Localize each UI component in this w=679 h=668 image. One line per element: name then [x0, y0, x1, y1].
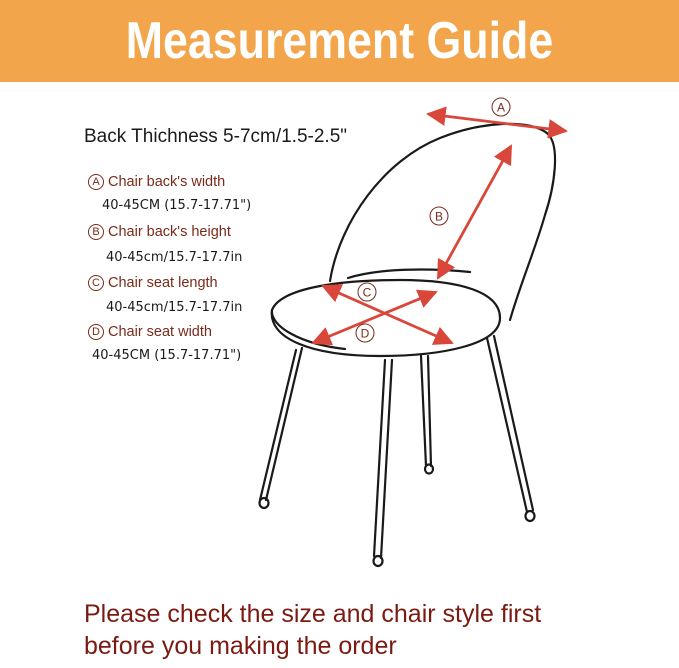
chair-foot-front-left	[260, 498, 269, 508]
arrow-d	[313, 292, 436, 343]
chair-foot-back-right	[526, 511, 535, 521]
chair-leg-back-left	[421, 356, 426, 466]
back-thickness-note: Back Thichness 5-7cm/1.5-2.5"	[84, 126, 348, 147]
page-title: Measurement Guide	[125, 12, 554, 70]
circle-b-icon: B	[88, 224, 104, 240]
diagram-label-a: A	[496, 100, 506, 115]
spec-a-label: Chair back's width	[108, 174, 226, 190]
circle-c-icon: C	[88, 275, 104, 291]
chair-leg-front-left-inner	[260, 350, 296, 500]
spec-a-value: 40-45CM (15.7-17.71")	[102, 198, 252, 213]
chair-backrest-inner	[348, 270, 470, 278]
chair-leg-back-left-inner	[428, 356, 431, 466]
spec-d-label: Chair seat width	[108, 324, 212, 340]
arrow-a	[428, 114, 566, 131]
footer-note	[84, 598, 541, 662]
spec-b-label: Chair back's height	[108, 224, 231, 240]
footer-line-1: Please check the size and chair style first	[84, 600, 542, 628]
spec-c-value: 40-45cm/15.7-17.7in	[106, 300, 243, 315]
chair-leg-back-right-inner	[494, 336, 533, 510]
spec-d-value: 40-45CM (15.7-17.71")	[92, 348, 242, 363]
chair-foot-front-right	[374, 556, 383, 566]
circle-d-icon: D	[88, 324, 104, 340]
spec-c-label: Chair seat length	[108, 275, 218, 291]
chair-foot-back-left	[425, 465, 433, 474]
chair-leg-back-right	[487, 338, 527, 512]
circle-a-icon: A	[88, 174, 104, 190]
diagram-label-c: C	[362, 285, 372, 300]
footer-line-2: before you making the order	[84, 632, 397, 660]
chair-leg-front-left	[266, 348, 302, 500]
chair-seat	[272, 280, 500, 356]
chair-seat-front	[272, 310, 345, 349]
diagram-label-d: D	[360, 326, 370, 341]
arrow-b	[438, 146, 511, 278]
spec-b-value: 40-45cm/15.7-17.7in	[106, 250, 243, 265]
diagram-label-b: B	[434, 209, 444, 224]
